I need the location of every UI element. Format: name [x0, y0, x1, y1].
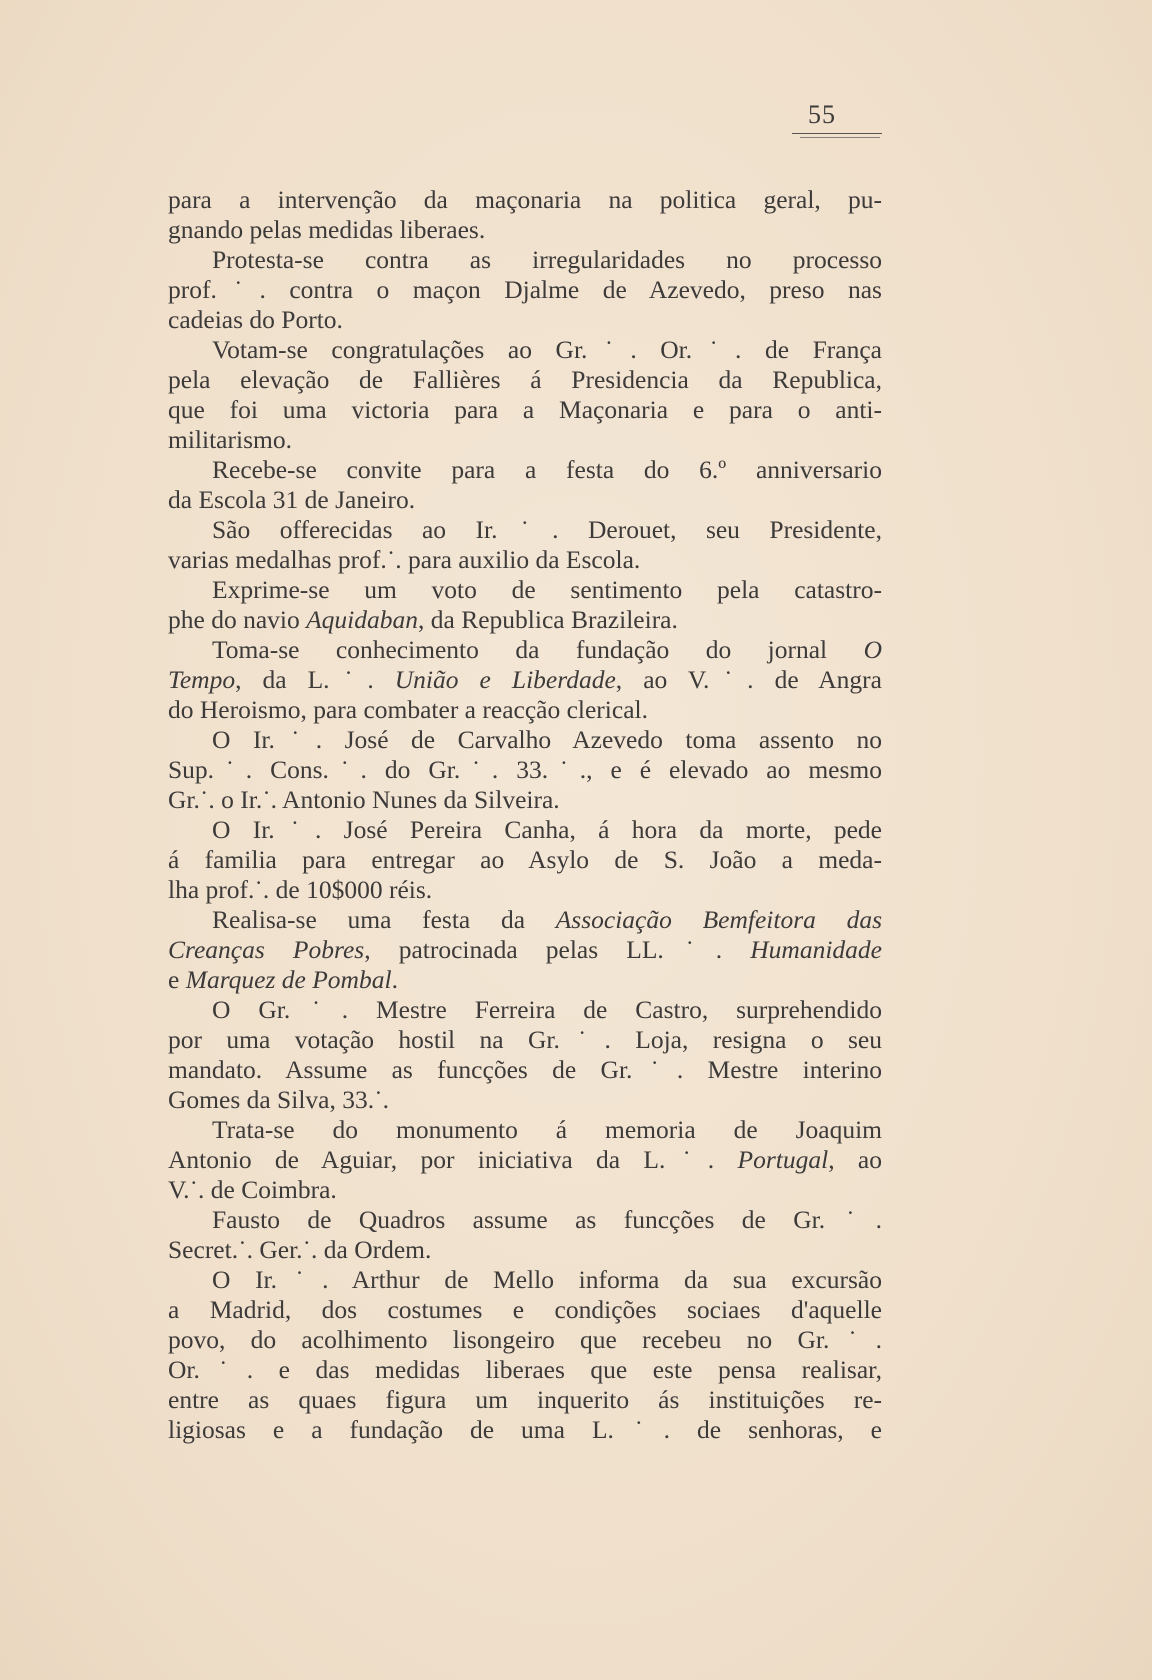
- text-segment: São offerecidas ao Ir.˙. Derouet, seu Presidente,: [212, 515, 882, 544]
- text-line: [168, 875, 882, 905]
- italic-text: O: [863, 635, 882, 664]
- text-line: [168, 1415, 882, 1445]
- text-segment: , ao: [828, 1145, 882, 1174]
- text-line: [168, 605, 882, 635]
- text-line: [168, 305, 882, 335]
- text-line: [168, 455, 882, 485]
- text-line: [168, 365, 882, 395]
- text-line: [168, 935, 882, 965]
- text-segment: da Escola 31 de Janeiro.: [168, 485, 416, 514]
- text-line: [168, 215, 882, 245]
- text-segment: Toma-se conhecimento da fundação do jornal: [212, 635, 864, 664]
- text-line: [168, 1385, 882, 1415]
- text-segment: , patrocinada pelas LL.˙.: [364, 935, 751, 964]
- text-line: [168, 1325, 882, 1355]
- text-line: [168, 1085, 882, 1115]
- italic-text: Portugal: [737, 1145, 829, 1174]
- text-line: [168, 965, 882, 995]
- text-segment: entre as quaes figura um inquerito ás instituições re-: [168, 1385, 882, 1414]
- text-segment: , ao V.˙. de Angra: [615, 665, 882, 694]
- text-line: [168, 845, 882, 875]
- text-segment: Realisa-se uma festa da: [212, 905, 556, 934]
- page-number-rule: [792, 133, 882, 134]
- page-number-rule-secondary: [800, 137, 880, 138]
- italic-text: Aquidaban: [306, 605, 419, 634]
- text-segment: Sup.˙. Cons.˙. do Gr.˙. 33.˙., e é elevado ao mesmo: [168, 755, 882, 784]
- text-segment: varias medalhas prof.˙. para auxilio da Escola.: [168, 545, 641, 574]
- text-segment: Gomes da Silva, 33.˙.: [168, 1085, 389, 1114]
- text-line: [168, 185, 882, 215]
- text-line: [168, 1355, 882, 1385]
- text-line: [168, 575, 882, 605]
- text-line: [168, 815, 882, 845]
- text-line: [168, 785, 882, 815]
- italic-text: União e Liberdade: [394, 665, 616, 694]
- text-line: [168, 425, 882, 455]
- text-line: [168, 1055, 882, 1085]
- text-segment: Votam-se congratulações ao Gr.˙. Or.˙. de França: [212, 335, 882, 364]
- text-segment: Gr.˙. o Ir.˙. Antonio Nunes da Silveira.: [168, 785, 560, 814]
- text-segment: O Ir.˙. José de Carvalho Azevedo toma assento no: [212, 725, 882, 754]
- text-line: [168, 335, 882, 365]
- text-segment: Or.˙. e das medidas liberaes que este pensa realisar,: [168, 1355, 882, 1384]
- text-segment: O Ir.˙. José Pereira Canha, á hora da morte, pede: [212, 815, 882, 844]
- text-segment: á familia para entregar ao Asylo de S. João a meda-: [168, 845, 882, 874]
- text-segment: , da L.˙.: [235, 665, 395, 694]
- text-segment: gnando pelas medidas liberaes.: [168, 215, 486, 244]
- text-segment: por uma votação hostil na Gr.˙. Loja, resigna o seu: [168, 1025, 882, 1054]
- text-segment: ligiosas e a fundação de uma L.˙. de senhoras, e: [168, 1415, 882, 1444]
- text-segment: lha prof.˙. de 10$000 réis.: [168, 875, 433, 904]
- text-line: [168, 1295, 882, 1325]
- text-segment: V.˙. de Coimbra.: [168, 1175, 337, 1204]
- text-line: [168, 1115, 882, 1145]
- text-segment: , da Republica Brazileira.: [418, 605, 678, 634]
- text-line: [168, 245, 882, 275]
- text-segment: Secret.˙. Ger.˙. da Ordem.: [168, 1235, 432, 1264]
- text-line: [168, 1175, 882, 1205]
- text-segment: do Heroismo, para combater a reacção clerical.: [168, 695, 648, 724]
- text-line: [168, 275, 882, 305]
- body-text: [168, 185, 882, 1445]
- text-line: [168, 905, 882, 935]
- text-segment: .: [391, 965, 398, 994]
- text-line: [168, 635, 882, 665]
- text-line: [168, 665, 882, 695]
- text-segment: prof.˙. contra o maçon Djalme de Azevedo, preso nas: [168, 275, 882, 304]
- text-segment: Protesta-se contra as irregularidades no processo: [212, 245, 882, 274]
- text-segment: que foi uma victoria para a Maçonaria e para o anti-: [168, 395, 882, 424]
- text-line: [168, 1265, 882, 1295]
- text-line: [168, 1025, 882, 1055]
- text-segment: O Ir.˙. Arthur de Mello informa da sua excursão: [212, 1265, 882, 1294]
- text-line: [168, 725, 882, 755]
- text-line: [168, 995, 882, 1025]
- text-segment: Antonio de Aguiar, por iniciativa da L.˙.: [168, 1145, 738, 1174]
- text-segment: pela elevação de Fallières á Presidencia da Republica,: [168, 365, 882, 394]
- text-line: [168, 695, 882, 725]
- text-segment: cadeias do Porto.: [168, 305, 343, 334]
- italic-text: Marquez de Pombal: [185, 965, 392, 994]
- text-segment: povo, do acolhimento lisongeiro que recebeu no Gr.˙.: [168, 1325, 882, 1354]
- italic-text: Associação Bemfeitora das: [555, 905, 882, 934]
- text-segment: Recebe-se convite para a festa do 6.º anniversario: [212, 455, 882, 484]
- text-segment: Fausto de Quadros assume as funcções de Gr.˙.: [212, 1205, 882, 1234]
- italic-text: Tempo: [168, 665, 236, 694]
- text-line: [168, 395, 882, 425]
- italic-text: Humanidade: [750, 935, 882, 964]
- text-segment: mandato. Assume as funcções de Gr.˙. Mestre interino: [168, 1055, 882, 1084]
- text-line: [168, 515, 882, 545]
- text-segment: O Gr.˙. Mestre Ferreira de Castro, surprehendido: [212, 995, 882, 1024]
- text-segment: Trata-se do monumento á memoria de Joaquim: [212, 1115, 882, 1144]
- text-segment: militarismo.: [168, 425, 292, 454]
- italic-text: Creanças Pobres: [168, 935, 365, 964]
- text-segment: Exprime-se um voto de sentimento pela catastro-: [212, 575, 882, 604]
- text-line: [168, 1205, 882, 1235]
- text-segment: e: [168, 965, 186, 994]
- text-segment: phe do navio: [168, 605, 307, 634]
- text-line: [168, 1235, 882, 1265]
- page-number: 55: [808, 100, 836, 129]
- text-line: [168, 755, 882, 785]
- text-line: [168, 545, 882, 575]
- text-line: [168, 1145, 882, 1175]
- text-segment: para a intervenção da maçonaria na politica geral, pu-: [168, 185, 882, 214]
- text-segment: a Madrid, dos costumes e condições sociaes d'aquelle: [168, 1295, 882, 1324]
- text-line: [168, 485, 882, 515]
